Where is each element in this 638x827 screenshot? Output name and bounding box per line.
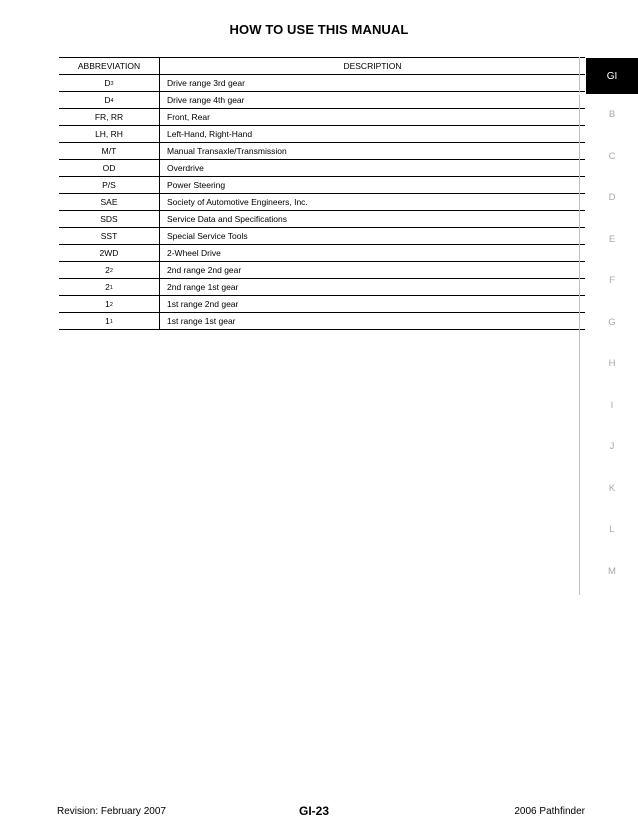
page-number: GI-23 — [299, 804, 330, 818]
side-tab-label: B — [608, 109, 616, 121]
abbreviation-subscript: 4 — [110, 98, 114, 104]
side-tab-label: D — [608, 192, 616, 204]
description-cell: Front, Rear — [167, 112, 210, 122]
abbreviation-subscript: 1 — [109, 285, 113, 291]
description-cell: Service Data and Specifications — [167, 214, 288, 224]
abbreviation-cell — [59, 160, 160, 176]
description-cell: Special Service Tools — [167, 231, 248, 241]
description-cell: Drive range 3rd gear — [167, 78, 245, 88]
description-cell: 2nd range 2nd gear — [167, 265, 242, 275]
table-row — [59, 194, 585, 211]
side-tab-label: E — [608, 233, 616, 245]
abbreviation-text: OD — [102, 163, 116, 173]
table-row — [59, 262, 585, 279]
side-tab-e[interactable] — [586, 219, 638, 261]
side-tab-label: H — [608, 358, 616, 370]
abbreviation-cell — [59, 211, 160, 227]
abbreviation-subscript: 2 — [109, 302, 113, 308]
table-row — [59, 211, 585, 228]
page-title: HOW TO USE THIS MANUAL — [229, 22, 409, 37]
abbreviation-text: SAE — [100, 197, 118, 207]
description-cell: 2nd range 1st gear — [167, 282, 239, 292]
abbreviation-cell — [59, 177, 160, 193]
description-cell: Left-Hand, Right-Hand — [167, 129, 253, 139]
side-tab-label: K — [608, 482, 616, 494]
side-tab-m[interactable] — [586, 551, 638, 593]
abbreviation-text: FR, RR — [94, 112, 124, 122]
abbreviation-text: 1 — [105, 316, 110, 326]
abbreviation-header: ABBREVIATION — [59, 58, 160, 74]
table-row — [59, 92, 585, 109]
side-tab-l[interactable] — [586, 509, 638, 551]
abbreviation-text: LH, RH — [95, 129, 123, 139]
abbreviation-cell — [59, 109, 160, 125]
side-tab-h[interactable] — [586, 343, 638, 385]
side-tab-label: GI — [606, 70, 618, 82]
side-tab-label: J — [609, 441, 615, 453]
description-cell: Overdrive — [167, 163, 204, 173]
side-tab-label: G — [608, 316, 616, 328]
table-row — [59, 296, 585, 313]
side-divider-line — [579, 57, 580, 93]
abbreviation-text: 2 — [105, 265, 110, 275]
abbreviation-text: 1 — [105, 299, 110, 309]
table-row — [59, 279, 585, 296]
abbreviation-cell — [59, 228, 160, 244]
abbreviation-table — [59, 57, 585, 330]
abbreviation-text: P/S — [102, 180, 116, 190]
abbreviation-cell — [59, 296, 160, 312]
table-row — [59, 245, 585, 262]
description-header: DESCRIPTION — [343, 61, 402, 71]
side-tab-i[interactable] — [586, 385, 638, 427]
abbreviation-cell — [59, 313, 160, 329]
abbreviation-text: SDS — [100, 214, 118, 224]
side-tab-gi[interactable] — [586, 58, 638, 94]
table-body — [59, 75, 585, 329]
side-divider-line — [579, 95, 580, 595]
description-cell: Power Steering — [167, 180, 226, 190]
table-row — [59, 143, 585, 160]
side-section-index — [586, 58, 638, 592]
table-row — [59, 75, 585, 92]
description-cell: Drive range 4th gear — [167, 95, 245, 105]
table-header-row — [59, 58, 585, 75]
side-tab-c[interactable] — [586, 136, 638, 178]
table-row — [59, 228, 585, 245]
side-tab-g[interactable] — [586, 302, 638, 344]
abbreviation-cell — [59, 279, 160, 295]
side-tab-label: F — [609, 275, 615, 287]
abbreviation-subscript: 3 — [110, 81, 114, 87]
abbreviation-cell — [59, 194, 160, 210]
abbreviation-text: 2 — [105, 282, 110, 292]
side-tab-label: I — [610, 399, 614, 411]
side-tab-j[interactable] — [586, 426, 638, 468]
abbreviation-cell — [59, 75, 160, 91]
side-tab-label: M — [608, 565, 616, 577]
side-letters — [586, 94, 638, 592]
side-tab-label: C — [608, 150, 616, 162]
side-tab-b[interactable] — [586, 94, 638, 136]
description-cell: 1st range 1st gear — [167, 316, 236, 326]
side-tab-f[interactable] — [586, 260, 638, 302]
page-footer — [57, 804, 585, 820]
abbreviation-text: M/T — [101, 146, 117, 156]
side-tab-label: L — [609, 524, 615, 536]
description-cell: Society of Automotive Engineers, Inc. — [167, 197, 308, 207]
table-row — [59, 160, 585, 177]
abbreviation-subscript: 2 — [109, 268, 113, 274]
abbreviation-subscript: 1 — [109, 319, 113, 325]
description-cell: 2-Wheel Drive — [167, 248, 221, 258]
vehicle-model: 2006 Pathfinder — [514, 806, 585, 817]
abbreviation-text: D — [104, 78, 111, 88]
table-row — [59, 313, 585, 329]
description-cell: Manual Transaxle/Transmission — [167, 146, 287, 156]
abbreviation-cell — [59, 92, 160, 108]
abbreviation-text: 2WD — [99, 248, 119, 258]
abbreviation-cell — [59, 245, 160, 261]
side-tab-k[interactable] — [586, 468, 638, 510]
side-tab-d[interactable] — [586, 177, 638, 219]
abbreviation-cell — [59, 143, 160, 159]
table-row — [59, 177, 585, 194]
revision-date: Revision: February 2007 — [57, 806, 166, 817]
abbreviation-cell — [59, 126, 160, 142]
table-row — [59, 109, 585, 126]
abbreviation-cell — [59, 262, 160, 278]
table-row — [59, 126, 585, 143]
description-cell: 1st range 2nd gear — [167, 299, 239, 309]
abbreviation-text: SST — [100, 231, 118, 241]
abbreviation-text: D — [104, 95, 111, 105]
